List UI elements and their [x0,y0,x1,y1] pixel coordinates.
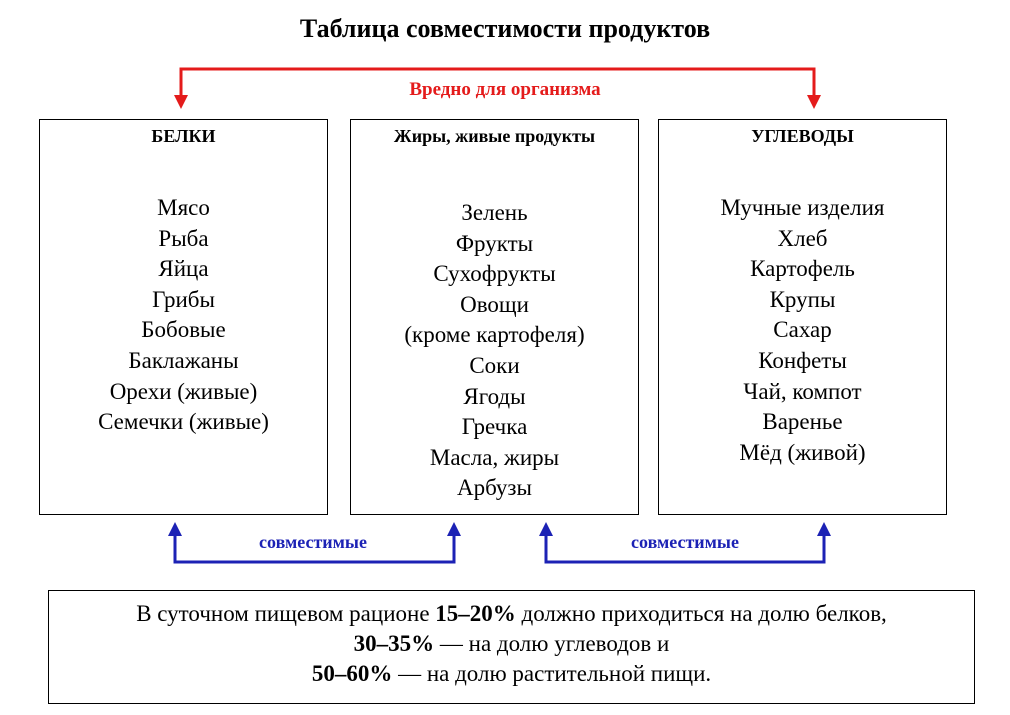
note-text: должно приходиться на долю белков, [515,601,887,626]
compatible-label-right: совместимые [631,532,739,552]
list-item: Грибы [152,286,215,312]
list-item: Фрукты [455,230,534,256]
fats-list [351,198,638,504]
list-item: Хлеб [777,225,828,251]
note-value: 50–60% [311,661,393,686]
note-text: — на долю растительной пищи. [392,661,712,686]
harmful-label: Вредно для организма [409,79,601,100]
list-item: Соки [469,352,520,378]
compatible-arrowhead-right-2 [817,522,831,536]
daily-ratio-note [48,590,975,704]
proteins-list [40,193,327,438]
list-item: Бобовые [141,317,226,343]
note-text: В суточном пищевом рационе [136,601,436,626]
carbs-box [658,119,947,515]
compatible-arrowhead-left-1 [168,522,182,536]
list-item: Орехи (живые) [109,378,258,404]
carbs-list [659,193,946,468]
list-item: Мясо [157,195,210,220]
note-line-3 [49,659,974,689]
list-item: Мучные изделия [720,195,885,220]
list-item: Зелень [461,200,528,225]
list-item: Масла, жиры [429,444,560,470]
list-item: (кроме картофеля) [404,322,585,348]
list-item: Гречка [461,414,528,440]
note-text: — на долю углеводов и [434,631,670,656]
list-item: Арбузы [457,475,532,501]
note-line-1 [49,599,974,629]
note-value: 15–20% [435,601,516,626]
compatible-arrowhead-right-1 [539,522,553,536]
list-item: Ягоды [463,383,526,409]
proteins-header: БЕЛКИ [151,126,216,146]
carbs-header: УГЛЕВОДЫ [751,126,854,146]
list-item: Баклажаны [128,347,239,373]
page-title: Таблица совместимости продуктов [299,14,711,43]
list-item: Сахар [773,317,832,343]
list-item: Рыба [158,225,209,251]
list-item: Чай, компот [743,378,862,404]
list-item: Крупы [769,286,836,312]
note-line-2 [49,629,974,659]
harmful-arrowhead-left [174,95,188,109]
fats-box [350,119,639,515]
harmful-arrowhead-right [807,95,821,109]
list-item: Мёд (живой) [739,439,866,465]
note-value: 30–35% [353,631,435,656]
compatible-label-left: совместимые [259,532,367,552]
list-item: Сухофрукты [433,261,556,287]
list-item: Овощи [460,291,529,317]
proteins-box [39,119,328,515]
compatible-arrowhead-left-2 [447,522,461,536]
list-item: Яйца [158,256,209,282]
list-item: Конфеты [758,347,847,373]
list-item: Семечки (живые) [98,409,269,435]
list-item: Варенье [762,409,843,435]
fats-header: Жиры, живые продукты [393,126,596,146]
list-item: Картофель [750,256,855,282]
